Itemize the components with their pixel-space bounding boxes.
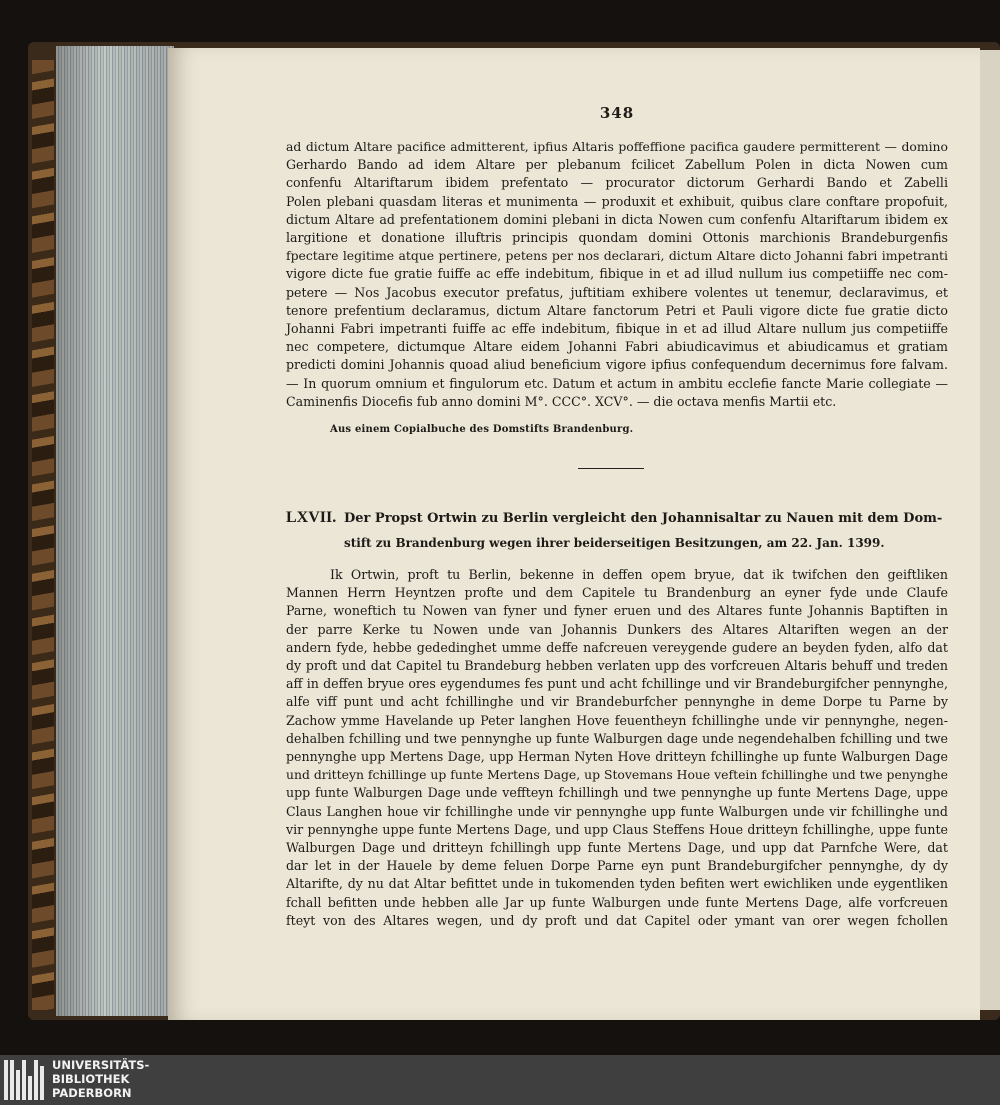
text-line: und dritteyn fchillinge up funte Mertens Dage, up Stovemans Houe veftein fchillinghe und twe penynghe (286, 767, 948, 783)
logo-line-2: BIBLIOTHEK (52, 1072, 130, 1086)
text-line: Altarifte, dy nu dat Altar befittet unde in tukomenden tyden befiten wert ewichliken unde eygentliken (286, 876, 948, 892)
text-line: dehalben fchilling und twe pennynghe up funte Walburgen dage unde negendehalben fchilling und twe (286, 730, 948, 746)
text-line: dar let in der Hauele by deme feluen Dorpe Parne eyn punt Brandeburgifcher pennynghe, dy dy (286, 858, 948, 874)
text-line: andern fyde, hebbe gededinghet umme deffe nafcreuen vereygende gudere an beyden fyden, alfo dat (286, 639, 948, 655)
marbled-board (32, 60, 54, 1010)
library-logo-icon (4, 1060, 46, 1100)
text-line: ad dictum Altare pacifice admitterent, ipfius Altaris poffeffione pacifica gaudere permitterent — domino (286, 139, 948, 154)
document-heading (286, 506, 948, 555)
text-line: petere — Nos Jacobus executor prefatus, juftitiam exhibere volentes ut tenemur, declaravimus, et (286, 284, 948, 300)
text-line: Caminenfis Diocefis fub anno domini M°. CCC°. XCV°. — die octava menfis Martii etc. (286, 393, 837, 409)
text-line: Mannen Herrn Heyntzen profte und dem Capitele tu Brandenburg an eyner fyde unde Claufe (286, 585, 948, 601)
text-line: nec competere, dictumque Altare eidem Johanni Fabri abiudicavimus et abiudicamus et gratiam (286, 339, 948, 355)
latin-text (286, 138, 948, 411)
text-line: dictum Altare ad prefentationem domini plebani in dicta Nowen cum confenfu Altariftarum ibidem ex (286, 211, 948, 227)
library-logo-text (52, 1058, 149, 1100)
text-line: fteyt von des Altares wegen, und dy proft und dat Capitel oder ymant van orer wegen fchollen (286, 912, 948, 928)
heading-line-1: Der Propst Ortwin zu Berlin vergleicht den Johannisaltar zu Nauen mit dem Dom- (344, 511, 943, 526)
text-line: Claus Langhen houe vir fchillinghe unde vir pennynghe upp funte Walburgen unde vir fchillinghe und (286, 803, 948, 819)
heading-line-2: stift zu Brandenburg wegen ihrer beiderseitigen Besitzungen, am 22. Jan. 1399. (344, 536, 885, 550)
text-line: Polen plebani quasdam literas et munimenta — produxit et exhibuit, quibus clare conftare propofuit, (286, 193, 948, 209)
text-line: confenfu Altariftarum ibidem prefentato — procurator dictorum Gerhardi Bando et Zabelli (286, 175, 948, 191)
text-line: Zachow ymme Havelande up Peter langhen Hove feuentheyn fchillinghe unde vir pennynghe, negen- (286, 712, 948, 728)
logo-line-1: UNIVERSITÄTS- (52, 1058, 150, 1072)
right-page-edge (980, 50, 1000, 1010)
text-line: fpectare legitime atque pertinere, petens per nos declarari, dictum Altare dicto Johanni fabri impetranti (286, 248, 948, 264)
text-line: alfe viff punt und acht fchillinghe und vir Brandeburfcher pennynghe in deme Dorpe tu Parne by (286, 694, 948, 710)
charter-text (286, 566, 948, 930)
page-number: 348 (599, 104, 635, 122)
text-line: aff in deffen bryue ores eygendumes fes punt und acht fchillinge und vir Brandeburgifcher pennynghe, (286, 676, 948, 692)
text-line: pennynghe upp Mertens Dage, upp Herman Nyten Hove dritteyn fchillinghe up funte Walburgen Dage (286, 749, 948, 765)
library-footer (0, 1055, 1000, 1105)
text-line: vir pennynghe uppe funte Mertens Dage, und upp Claus Steffens Houe dritteyn fchillinghe, uppe funte (286, 821, 948, 837)
text-line: Walburgen Dage und dritteyn fchillingh upp funte Mertens Dage, und upp dat Parnfche Were, dat (286, 840, 948, 856)
text-line: Ik Ortwin, proft tu Berlin, bekenne in deffen opem bryue, dat ik twifchen den geiftliken (330, 567, 948, 582)
text-line: fchall befitten unde hebben alle Jar up funte Walburgen unde funte Mertens Dage, alfe vorfcreuen (286, 894, 948, 910)
document-number: LXVII. (286, 509, 337, 526)
page-edges-shade (56, 46, 174, 1016)
text-line: tenore prefentium declaramus, dictum Altare fanctorum Petri et Pauli vigore dicte fue gratie dicto (286, 302, 948, 318)
text-line: — In quorum omnium et fingulorum etc. Datum et actum in ambitu ecclefie fancte Marie collegiate — (286, 375, 948, 391)
book-page (168, 48, 980, 1020)
source-note: Aus einem Copialbuche des Domstifts Brandenburg. (330, 424, 634, 435)
text-line: upp funte Walburgen Dage unde veffteyn fchillingh und twe pennynghe up funte Mertens Dage, uppe (286, 785, 948, 801)
text-line: Gerhardo Bando ad idem Altare per plebanum fcilicet Zabellum Polen in dicta Nowen cum (286, 157, 948, 173)
text-line: Johanni Fabri impetranti fuiffe ac effe indebitum, fibique in et ad illud Altare nullum jus competiiffe (286, 321, 948, 337)
text-line: der parre Kerke tu Nowen unde van Johannis Dunkers des Altares Altariften wegen an der (286, 621, 948, 637)
text-line: predicti domini Johannis quoad aliud beneficium vigore ipfius confequendum decernimus fore falvam. (286, 357, 948, 373)
text-line: vigore dicte fue gratie fuiffe ac effe indebitum, fibique in et ad illud nullum ius competiiffe nec com- (286, 266, 948, 282)
logo-line-3: PADERBORN (52, 1086, 132, 1100)
section-divider (578, 468, 644, 469)
text-line: largitione et donatione illuftris principis quondam domini Ottonis marchionis Brandeburgenfis (286, 230, 948, 246)
text-line: dy proft und dat Capitel tu Brandeburg hebben verlaten upp des vorfcreuen Altaris behuff und treden (286, 658, 948, 674)
text-line: Parne, woneftich tu Nowen van fyner und fyner eruen und des Altares funte Johannis Baptiften in (286, 603, 948, 619)
